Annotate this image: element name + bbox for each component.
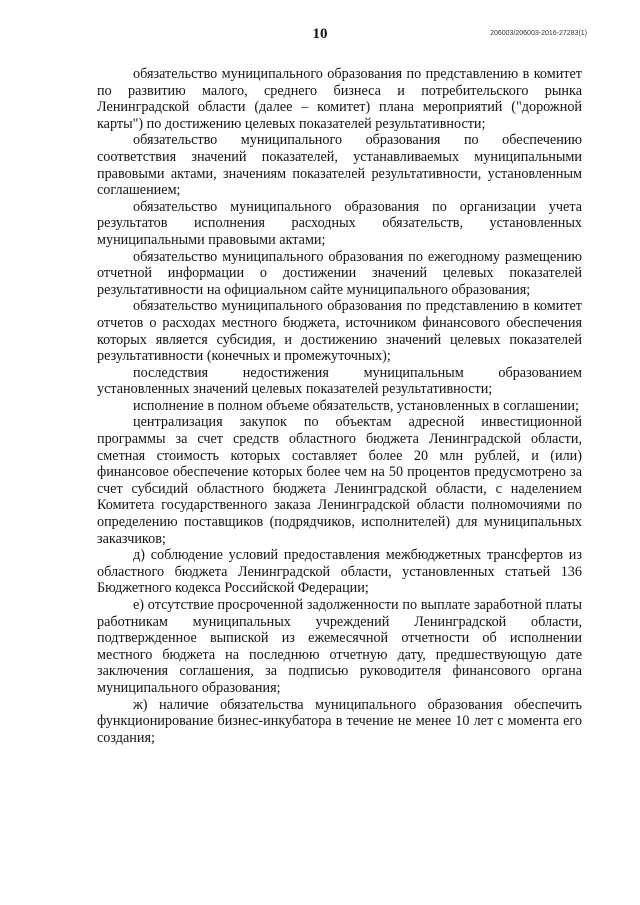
paragraph-roadmap-obligation: обязательство муниципального образования по представлению в комитет по развитию малого, среднего бизнеса и потребительского рынка Ленинградской области (далее – комитет) плана мероприятий ("дорожной карты") по достижению целевых показателей результативности; [97, 66, 582, 132]
paragraph-accounting-obligation: обязательство муниципального образования по организации учета результатов исполнения расходных обязательств, установленных муниципальными правовыми актами; [97, 198, 582, 248]
document-body [97, 66, 582, 746]
document-code: 206003/206003-2016-27283(1) [490, 30, 587, 37]
paragraph-annual-publication: обязательство муниципального образования по ежегодному размещению отчетной информации о достижении значений целевых показателей результативности на официальном сайте муниципального образования; [97, 248, 582, 298]
paragraph-item-e: е) отсутствие просроченной задолженности по выплате заработной платы работникам муниципальных учреждений Ленинградской области, подтвержденное выпиской из ежемесячной отчетности об исполнении местного бюджета на последнюю отчетную дату, предшествующую дате заключения соглашения, за подписью руководителя финансового органа муниципального образования; [97, 597, 582, 696]
paragraph-item-zh: ж) наличие обязательства муниципального образования обеспечить функционирование бизнес-инкубатора в течение не менее 10 лет с момента его создания; [97, 696, 582, 746]
paragraph-full-execution: исполнение в полном объеме обязательств, установленных в соглашении; [133, 397, 579, 414]
paragraph-indicator-compliance: обязательство муниципального образования по обеспечению соответствия значений показателей, устанавливаемых муниципальными правовыми актами, значениям показателей результативности, установленным соглашением; [97, 132, 582, 199]
paragraph-expense-reports: обязательство муниципального образования по представлению в комитет отчетов о расходах местного бюджета, источником финансового обеспечения которых является субсидия, и достижению значений целевых показателей результативности (конечных и промежуточных); [97, 298, 582, 365]
paragraph-consequences: последствия недостижения муниципальным образованием установленных значений целевых показателей результативности; [97, 364, 582, 398]
paragraph-centralized-procurement: централизация закупок по объектам адресной инвестиционной программы за счет средств областного бюджета Ленинградской области, сметная стоимость которых составляет более 20 млн рублей, и (или) финансовое обеспечение которых более чем на 50 процентов предусмотрено за счет субсидий областного бюджета Ленинградской области, с наделением Комитета государственного заказа Ленинградской области полномочиями по определению поставщиков (подрядчиков, исполнителей) для муниципальных заказчиков; [97, 414, 582, 547]
paragraph-item-d: д) соблюдение условий предоставления межбюджетных трансфертов из областного бюджета Ленинградской области, установленных статьей 136 Бюджетного кодекса Российской Федерации; [97, 547, 582, 597]
page-number: 10 [312, 26, 328, 42]
